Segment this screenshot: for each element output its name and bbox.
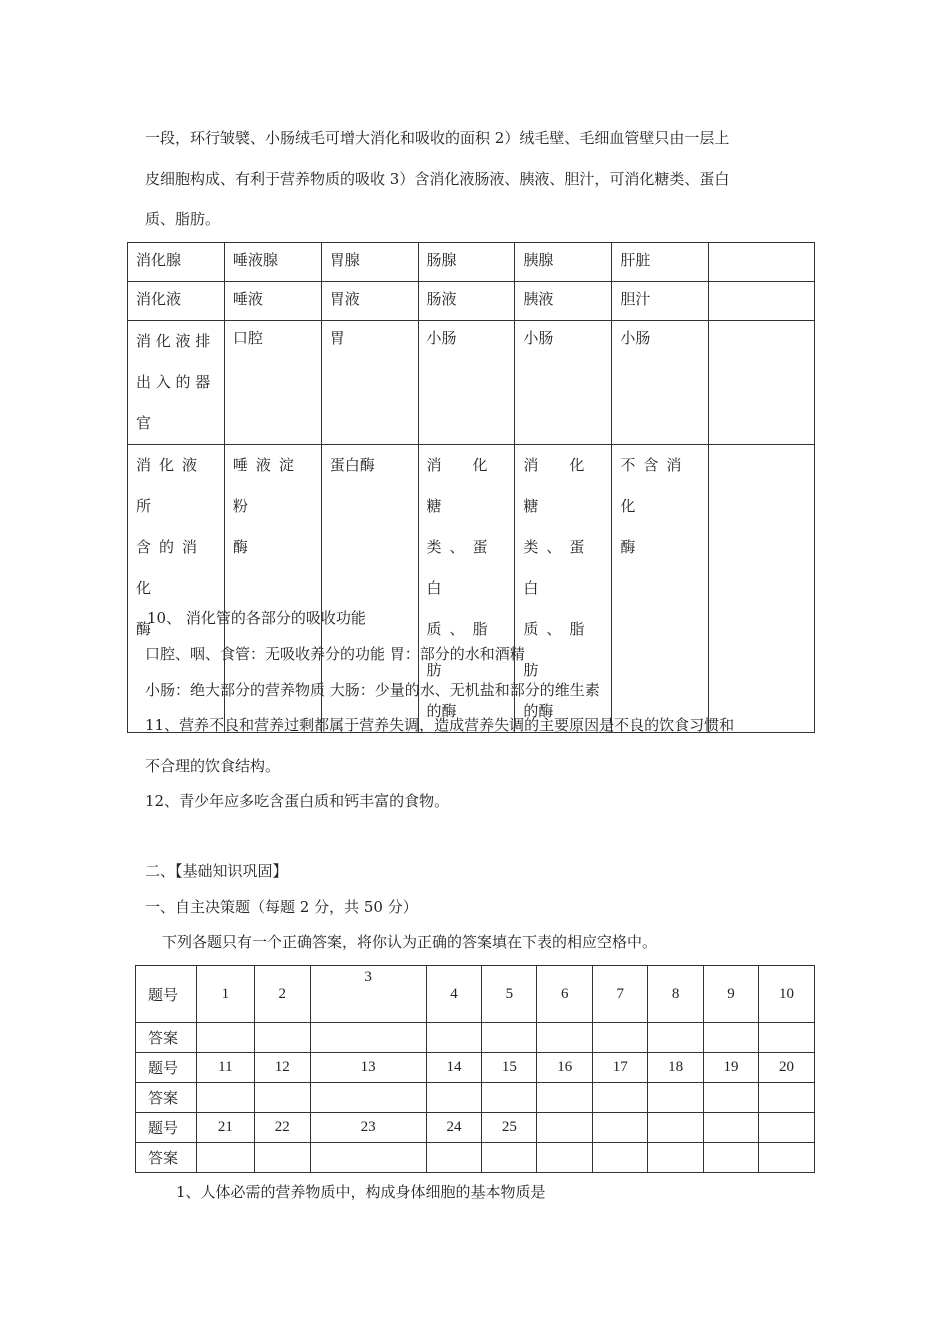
table-cell: 肝脏 <box>612 243 709 282</box>
table-cell <box>709 321 815 445</box>
table-cell: 肠腺 <box>418 243 515 282</box>
question-number: 15 <box>482 1053 537 1083</box>
table-cell <box>612 445 709 733</box>
question-number <box>537 1113 593 1143</box>
cell-line: 不含消化 <box>620 456 690 515</box>
question-number: 8 <box>648 966 704 1023</box>
question-number <box>648 1113 704 1143</box>
answer-row <box>136 1083 815 1113</box>
answer-cell[interactable] <box>537 1143 593 1173</box>
row-header-line: 含的消化 <box>136 538 206 597</box>
table-cell: 胰液 <box>515 282 612 321</box>
table-cell: 肠液 <box>418 282 515 321</box>
instruction: 下列各题只有一个正确答案，将你认为正确的答案填在下表的相应空格中。 <box>162 933 658 951</box>
question-number-row <box>136 1113 815 1143</box>
answer-cell[interactable] <box>426 1143 482 1173</box>
question-number: 9 <box>704 966 759 1023</box>
answer-label: 答案 <box>136 1023 197 1053</box>
answer-cell[interactable] <box>593 1143 648 1173</box>
table-row <box>128 282 815 321</box>
question-number: 18 <box>648 1053 704 1083</box>
row-header-line: 消化液所 <box>136 456 206 515</box>
answer-cell[interactable] <box>254 1083 310 1113</box>
cell-line: 质、脂肪 <box>426 620 496 679</box>
table-cell: 胃液 <box>321 282 418 321</box>
table-cell: 小肠 <box>515 321 612 445</box>
row-header-line: 酶 <box>136 620 160 638</box>
row-header: 消化液 <box>128 282 225 321</box>
section-heading: 二、【基础知识巩固】 <box>145 862 288 880</box>
table-cell: 小肠 <box>612 321 709 445</box>
answer-cell[interactable] <box>704 1083 759 1113</box>
question-number: 5 <box>482 966 537 1023</box>
answer-cell[interactable] <box>758 1143 814 1173</box>
table-cell: 胆汁 <box>612 282 709 321</box>
question-number: 22 <box>254 1113 310 1143</box>
table-cell: 胰腺 <box>515 243 612 282</box>
row-header <box>128 321 225 445</box>
answer-cell[interactable] <box>648 1023 704 1053</box>
question-number: 23 <box>310 1113 426 1143</box>
row-header-line: 消 化 液 排 <box>136 332 211 350</box>
cell-line: 酶 <box>620 538 644 556</box>
question-number: 16 <box>537 1053 593 1083</box>
cell-line: 的酶 <box>426 702 457 720</box>
table-cell: 唾液 <box>224 282 321 321</box>
question-label: 题号 <box>136 1053 197 1083</box>
question-number: 4 <box>426 966 482 1023</box>
answer-cell[interactable] <box>758 1083 814 1113</box>
cell-line: 消 化 糖 <box>426 456 519 515</box>
note-item-11-a: 11、营养不良和营养过剩都属于营养失调，造成营养失调的主要原因是不良的饮食习惯和 <box>145 716 735 734</box>
note-item-11-b: 不合理的饮食结构。 <box>145 757 281 775</box>
answer-cell[interactable] <box>482 1023 537 1053</box>
table-cell: 口腔 <box>224 321 321 445</box>
answer-cell[interactable] <box>758 1023 814 1053</box>
answer-row <box>136 1023 815 1053</box>
answer-cell[interactable] <box>648 1083 704 1113</box>
answer-sheet-table <box>135 965 815 1173</box>
cell-line: 唾液淀粉 <box>232 456 302 515</box>
note-item-10: 10、 消化管的各部分的吸收功能 <box>147 609 366 627</box>
row-header: 消化腺 <box>128 243 225 282</box>
question-number <box>593 1113 648 1143</box>
answer-cell[interactable] <box>310 1023 426 1053</box>
table-cell: 小肠 <box>418 321 515 445</box>
cell-line: 的酶 <box>523 702 554 720</box>
table-cell: 唾液腺 <box>224 243 321 282</box>
question-label: 题号 <box>136 966 197 1023</box>
question-number <box>704 1113 759 1143</box>
answer-cell[interactable] <box>196 1023 254 1053</box>
table-cell <box>709 445 815 733</box>
question-number: 11 <box>196 1053 254 1083</box>
question-number: 7 <box>593 966 648 1023</box>
answer-cell[interactable] <box>310 1083 426 1113</box>
question-number: 6 <box>537 966 593 1023</box>
question-number: 17 <box>593 1053 648 1083</box>
intro-line-3: 质、脂肪。 <box>145 210 221 228</box>
cell-line: 类、蛋白 <box>426 538 496 597</box>
answer-cell[interactable] <box>310 1143 426 1173</box>
answer-cell[interactable] <box>426 1083 482 1113</box>
answer-row <box>136 1143 815 1173</box>
cell-line: 质、脂肪 <box>523 620 593 679</box>
answer-cell[interactable] <box>482 1083 537 1113</box>
answer-cell[interactable] <box>426 1023 482 1053</box>
answer-cell[interactable] <box>196 1143 254 1173</box>
question-number: 3 <box>310 966 426 1023</box>
table-row <box>128 321 815 445</box>
answer-label: 答案 <box>136 1083 197 1113</box>
table-cell <box>709 282 815 321</box>
table-cell <box>709 243 815 282</box>
row-header-line: 官 <box>136 414 152 432</box>
question-number: 20 <box>758 1053 814 1083</box>
cell-line: 消 化 糖 <box>523 456 616 515</box>
answer-cell[interactable] <box>254 1023 310 1053</box>
question-number: 25 <box>482 1113 537 1143</box>
answer-cell[interactable] <box>593 1023 648 1053</box>
answer-cell[interactable] <box>593 1083 648 1113</box>
cell-line: 蛋白酶 <box>329 456 375 474</box>
question-1: 1、人体必需的营养物质中，构成身体细胞的基本物质是 <box>176 1183 546 1201</box>
question-number <box>758 1113 814 1143</box>
answer-cell[interactable] <box>704 1143 759 1173</box>
answer-cell[interactable] <box>482 1143 537 1173</box>
question-number: 1 <box>196 966 254 1023</box>
question-number: 12 <box>254 1053 310 1083</box>
intro-line-1: 一段，环行皱襞、小肠绒毛可增大消化和吸收的面积 2）绒毛壁、毛细血管壁只由一层上 <box>145 129 730 147</box>
note-line-a: 口腔、咽、食管：无吸收养分的功能 胃：部分的水和酒精 <box>145 645 525 663</box>
question-number: 13 <box>310 1053 426 1083</box>
row-header-line: 出 入 的 器 <box>136 373 211 391</box>
question-number: 2 <box>254 966 310 1023</box>
cell-line: 酶 <box>232 538 256 556</box>
question-number: 21 <box>196 1113 254 1143</box>
table-cell: 胃 <box>321 321 418 445</box>
note-item-12: 12、青少年应多吃含蛋白质和钙丰富的食物。 <box>145 792 450 810</box>
question-label: 题号 <box>136 1113 197 1143</box>
note-line-b: 小肠：绝大部分的营养物质 大肠：少量的水、无机盐和部分的维生素 <box>145 681 600 699</box>
answer-cell[interactable] <box>537 1083 593 1113</box>
question-number: 14 <box>426 1053 482 1083</box>
question-number: 10 <box>758 966 814 1023</box>
answer-cell[interactable] <box>648 1143 704 1173</box>
intro-line-2: 皮细胞构成、有利于营养物质的吸收 3）含消化液肠液、胰液、胆汁，可消化糖类、蛋白 <box>145 170 730 188</box>
answer-cell[interactable] <box>196 1083 254 1113</box>
answer-cell[interactable] <box>537 1023 593 1053</box>
answer-label: 答案 <box>136 1143 197 1173</box>
section-subheading: 一、自主决策题（每题 2 分，共 50 分） <box>145 898 418 916</box>
cell-line: 类、蛋白 <box>523 538 593 597</box>
question-number-row <box>136 966 815 1023</box>
question-number: 19 <box>704 1053 759 1083</box>
answer-cell[interactable] <box>704 1023 759 1053</box>
question-number: 24 <box>426 1113 482 1143</box>
table-row <box>128 243 815 282</box>
answer-cell[interactable] <box>254 1143 310 1173</box>
table-cell: 胃腺 <box>321 243 418 282</box>
question-number-row <box>136 1053 815 1083</box>
